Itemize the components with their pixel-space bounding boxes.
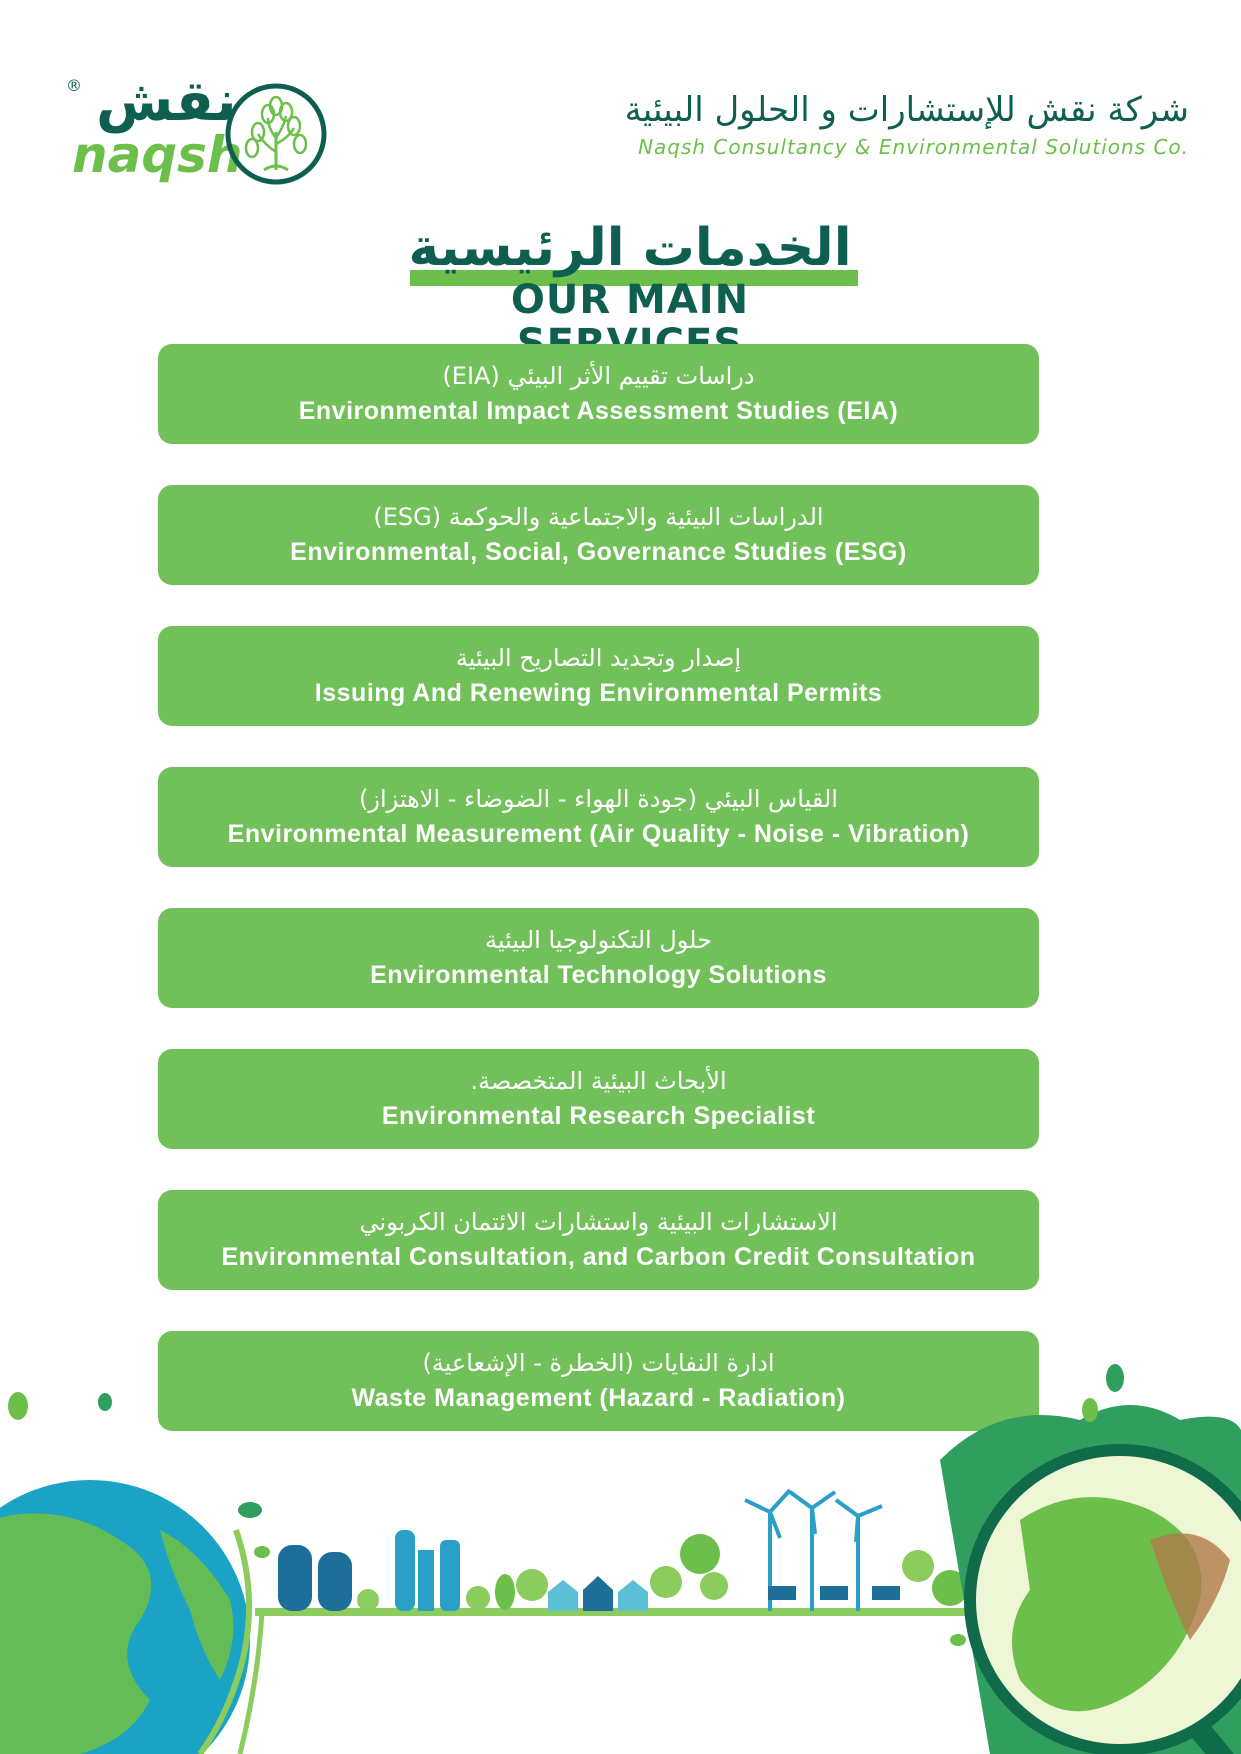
solar-panel-icon — [768, 1586, 900, 1600]
right-globe-icon — [940, 1405, 1241, 1754]
leaf-icon — [1106, 1364, 1124, 1392]
registered-mark: ® — [66, 76, 82, 95]
page-title — [400, 218, 860, 328]
logo-latin-text: naqsh — [72, 126, 243, 184]
city-buildings-icon — [278, 1530, 728, 1611]
company-header — [549, 88, 1189, 162]
company-name-english: Naqsh Consultancy & Environmental Solutions Co. — [638, 135, 1189, 159]
leaf-icon — [238, 1502, 262, 1518]
leaf-icon — [254, 1546, 270, 1558]
service-label-arabic: الدراسات البيئية والاجتماعية والحوكمة (ESG) — [373, 503, 824, 531]
leaf-icon — [950, 1634, 966, 1646]
service-label-english: Environmental, Social, Governance Studies (ESG) — [290, 538, 907, 566]
title-english: OUR MAIN — [510, 277, 750, 323]
tree-icon — [224, 82, 328, 186]
service-label-english: Environmental Consultation, and Carbon Credit Consultation — [221, 1243, 976, 1271]
naqsh-logo — [66, 69, 336, 192]
service-card-technology — [158, 908, 1039, 1008]
service-card-eia — [158, 344, 1039, 444]
service-card-research — [158, 1049, 1039, 1149]
service-label-arabic: دراسات تقييم الأثر البيئي (EIA) — [442, 362, 755, 390]
service-label-english: Environmental Research Specialist — [381, 1102, 816, 1130]
service-label-arabic: إصدار وتجديد التصاريح البيئية — [455, 644, 742, 672]
tree-icon — [902, 1550, 934, 1582]
service-label-arabic: الاستشارات البيئية واستشارات الائتمان الكربوني — [359, 1208, 838, 1236]
logo-arabic-text: نقش — [96, 69, 237, 134]
service-label-arabic: الأبحاث البيئية المتخصصة. — [470, 1067, 727, 1095]
leaf-icon — [1082, 1398, 1098, 1422]
company-name-arabic: شركة نقش للإستشارات و الحلول البيئية — [624, 90, 1189, 130]
service-card-permits — [158, 626, 1039, 726]
service-label-english: Issuing And Renewing Environmental Permits — [314, 679, 883, 707]
service-card-consultation — [158, 1190, 1039, 1290]
service-label-english: Environmental Technology Solutions — [370, 961, 827, 989]
service-card-measurement — [158, 767, 1039, 867]
service-label-arabic: القياس البيئي (جودة الهواء - الضوضاء - الاهتزاز) — [359, 785, 838, 813]
leaf-icon — [8, 1392, 28, 1420]
service-label-arabic: ادارة النفايات (الخطرة - الإشعاعية) — [422, 1349, 775, 1377]
leaf-icon — [98, 1393, 112, 1411]
eco-scene-illustration — [0, 1340, 1241, 1754]
service-label-english: Environmental Impact Assessment Studies (EIA) — [298, 397, 899, 425]
services-list — [158, 344, 1039, 1472]
wind-turbine-icon — [745, 1490, 882, 1611]
service-label-english: Waste Management (Hazard - Radiation) — [351, 1384, 846, 1412]
title-arabic: الخدمات الرئيسية — [408, 218, 852, 278]
service-label-english: Environmental Measurement (Air Quality - Noise - Vibration) — [227, 820, 970, 848]
service-card-esg — [158, 485, 1039, 585]
left-globe-icon — [0, 1480, 250, 1754]
service-label-arabic: حلول التكنولوجيا البيئية — [485, 926, 712, 954]
